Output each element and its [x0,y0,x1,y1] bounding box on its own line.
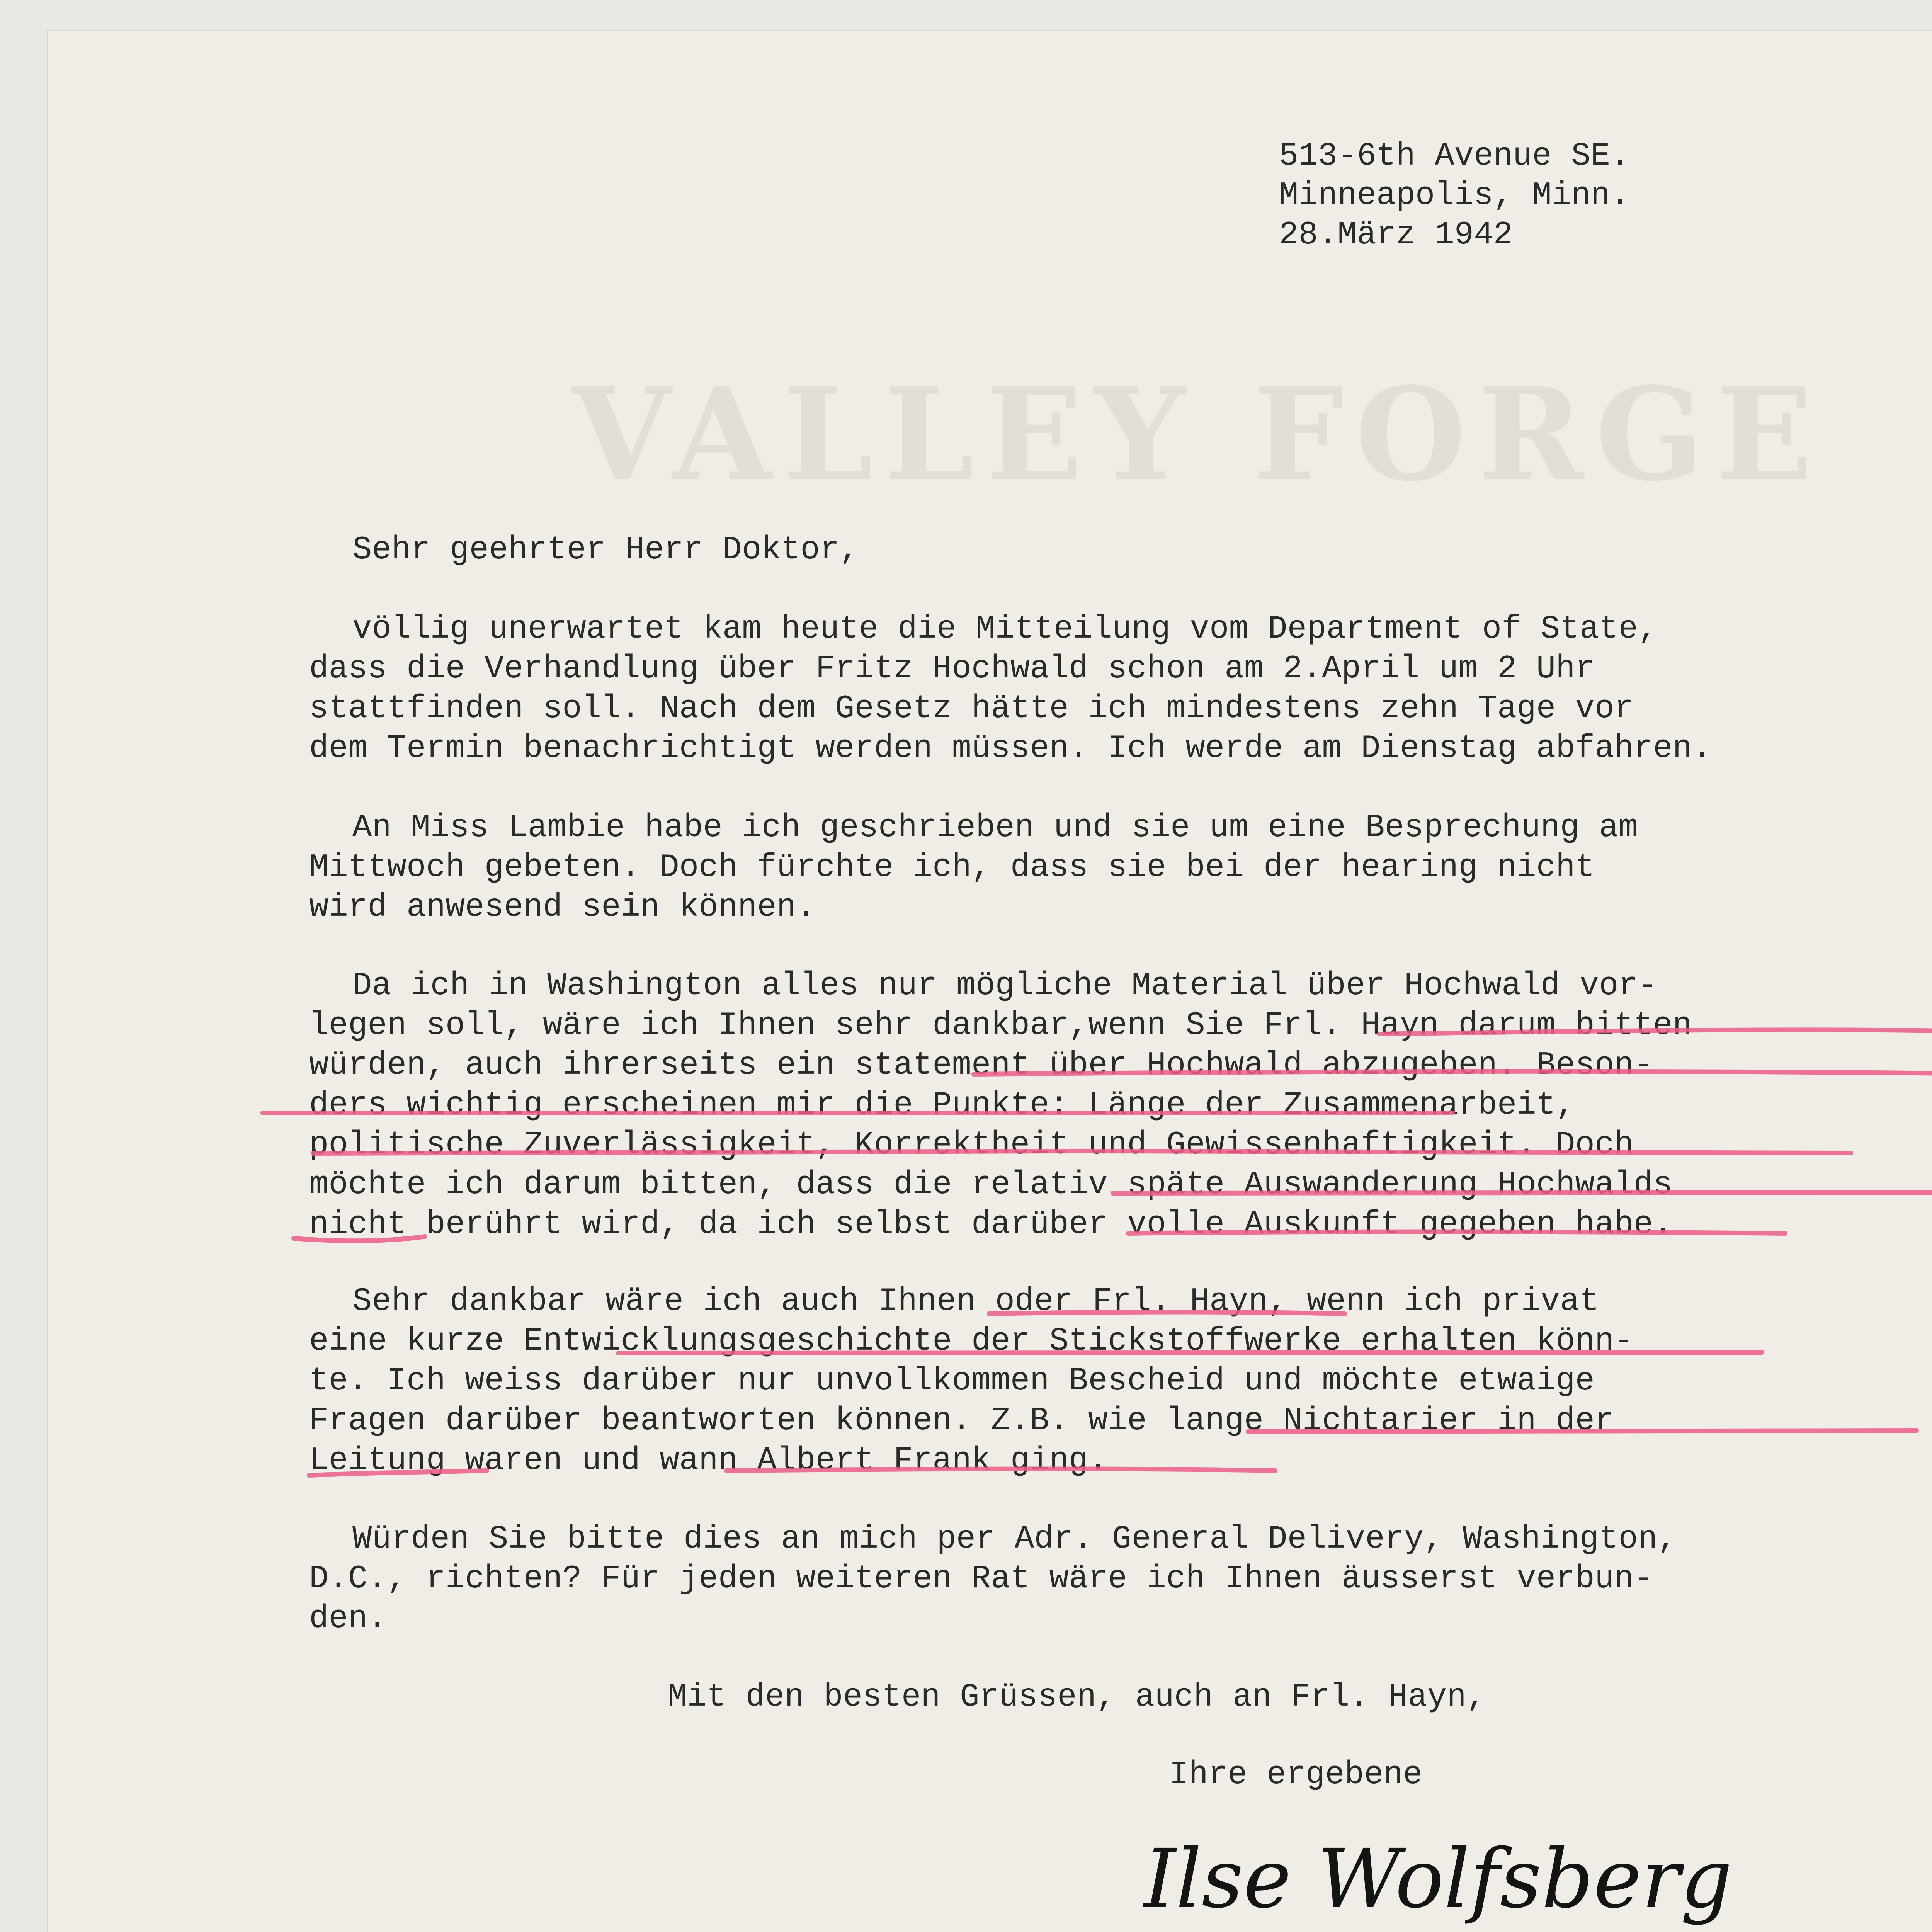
text-line: politische Zuverlässigkeit, Korrektheit und Gewissenhaftigkeit. Doch [309,1127,1634,1163]
underline-mark [1128,1232,1785,1234]
text-line: nicht berührt wird, da ich selbst darüber volle Auskunft gegeben habe. [309,1206,1673,1243]
text-line: eine kurze Entwicklungsgeschichte der Stickstoffwerke erhalten könn- [309,1323,1634,1360]
text-line: Sehr dankbar wäre ich auch Ihnen oder Frl. Hayn, wenn ich privat [352,1283,1599,1320]
text-line: völlig unerwartet kam heute die Mitteilung vom Department of State, [352,611,1658,648]
closing-sign-off: Ihre ergebene [1169,1757,1423,1793]
underline-mark [974,1071,1932,1074]
text-line: wird anwesend sein können. [309,889,816,926]
sender-address-street: 513-6th Avenue SE. [1279,138,1630,175]
text-line: Würden Sie bitte dies an mich per Adr. General Delivery, Washington, [352,1521,1677,1558]
underline-mark [989,1312,1345,1314]
underline-mark [1379,1030,1932,1034]
text-line: möchte ich darum bitten, dass die relativ späte Auswanderung Hochwalds [309,1167,1673,1203]
text-line: An Miss Lambie habe ich geschrieben und sie um eine Besprechung am [352,810,1638,846]
text-line: den. [309,1600,387,1637]
text-line: legen soll, wäre ich Ihnen sehr dankbar,wenn Sie Frl. Hayn darum bitten [309,1007,1692,1044]
underline-mark [618,1351,1762,1353]
text-line: te. Ich weiss darüber nur unvollkommen Bescheid und möchte etwaige [309,1363,1595,1400]
sender-address-city: Minneapolis, Minn. [1279,177,1630,214]
paper-watermark: VALLEY FORGE [572,359,1825,509]
text-line: dem Termin benachrichtigt werden müssen. Ich werde am Dienstag abfahren. [309,730,1712,767]
text-line: stattfinden soll. Nach dem Gesetz hätte ich mindestens zehn Tage vor [309,690,1634,727]
underline-mark [294,1236,425,1241]
salutation: Sehr geehrter Herr Doktor, [352,532,859,568]
underline-mark [1113,1191,1932,1193]
text-line: Mittwoch gebeten. Doch fürchte ich, dass sie bei der hearing nicht [309,849,1595,886]
text-line: Leitung waren und wann Albert Frank ging. [309,1442,1108,1479]
underline-mark [726,1469,1275,1471]
text-line: D.C., richten? Für jeden weiteren Rat wäre ich Ihnen äusserst verbun- [309,1561,1653,1597]
text-line: würden, auch ihrerseits ein statement über Hochwald abzugeben. Beson- [309,1047,1653,1084]
underline-mark [263,1111,1453,1113]
underline-mark [1248,1430,1917,1432]
closing-greeting: Mit den besten Grüssen, auch an Frl. Hayn, [668,1679,1486,1716]
text-line: dass die Verhandlung über Fritz Hochwald schon am 2.April um 2 Uhr [309,651,1595,687]
text-line: Da ich in Washington alles nur mögliche Material über Hochwald vor- [352,968,1658,1004]
text-line: Fragen darüber beantworten können. Z.B. wie lange Nichtarier in der [309,1403,1614,1439]
letter-date: 28.März 1942 [1279,217,1513,253]
text-line: ders wichtig erscheinen mir die Punkte: Länge der Zusammenarbeit, [309,1087,1575,1124]
signature: Ilse Wolfsberg [1144,1832,1733,1926]
underline-mark [313,1151,1851,1153]
underline-mark [309,1471,487,1475]
